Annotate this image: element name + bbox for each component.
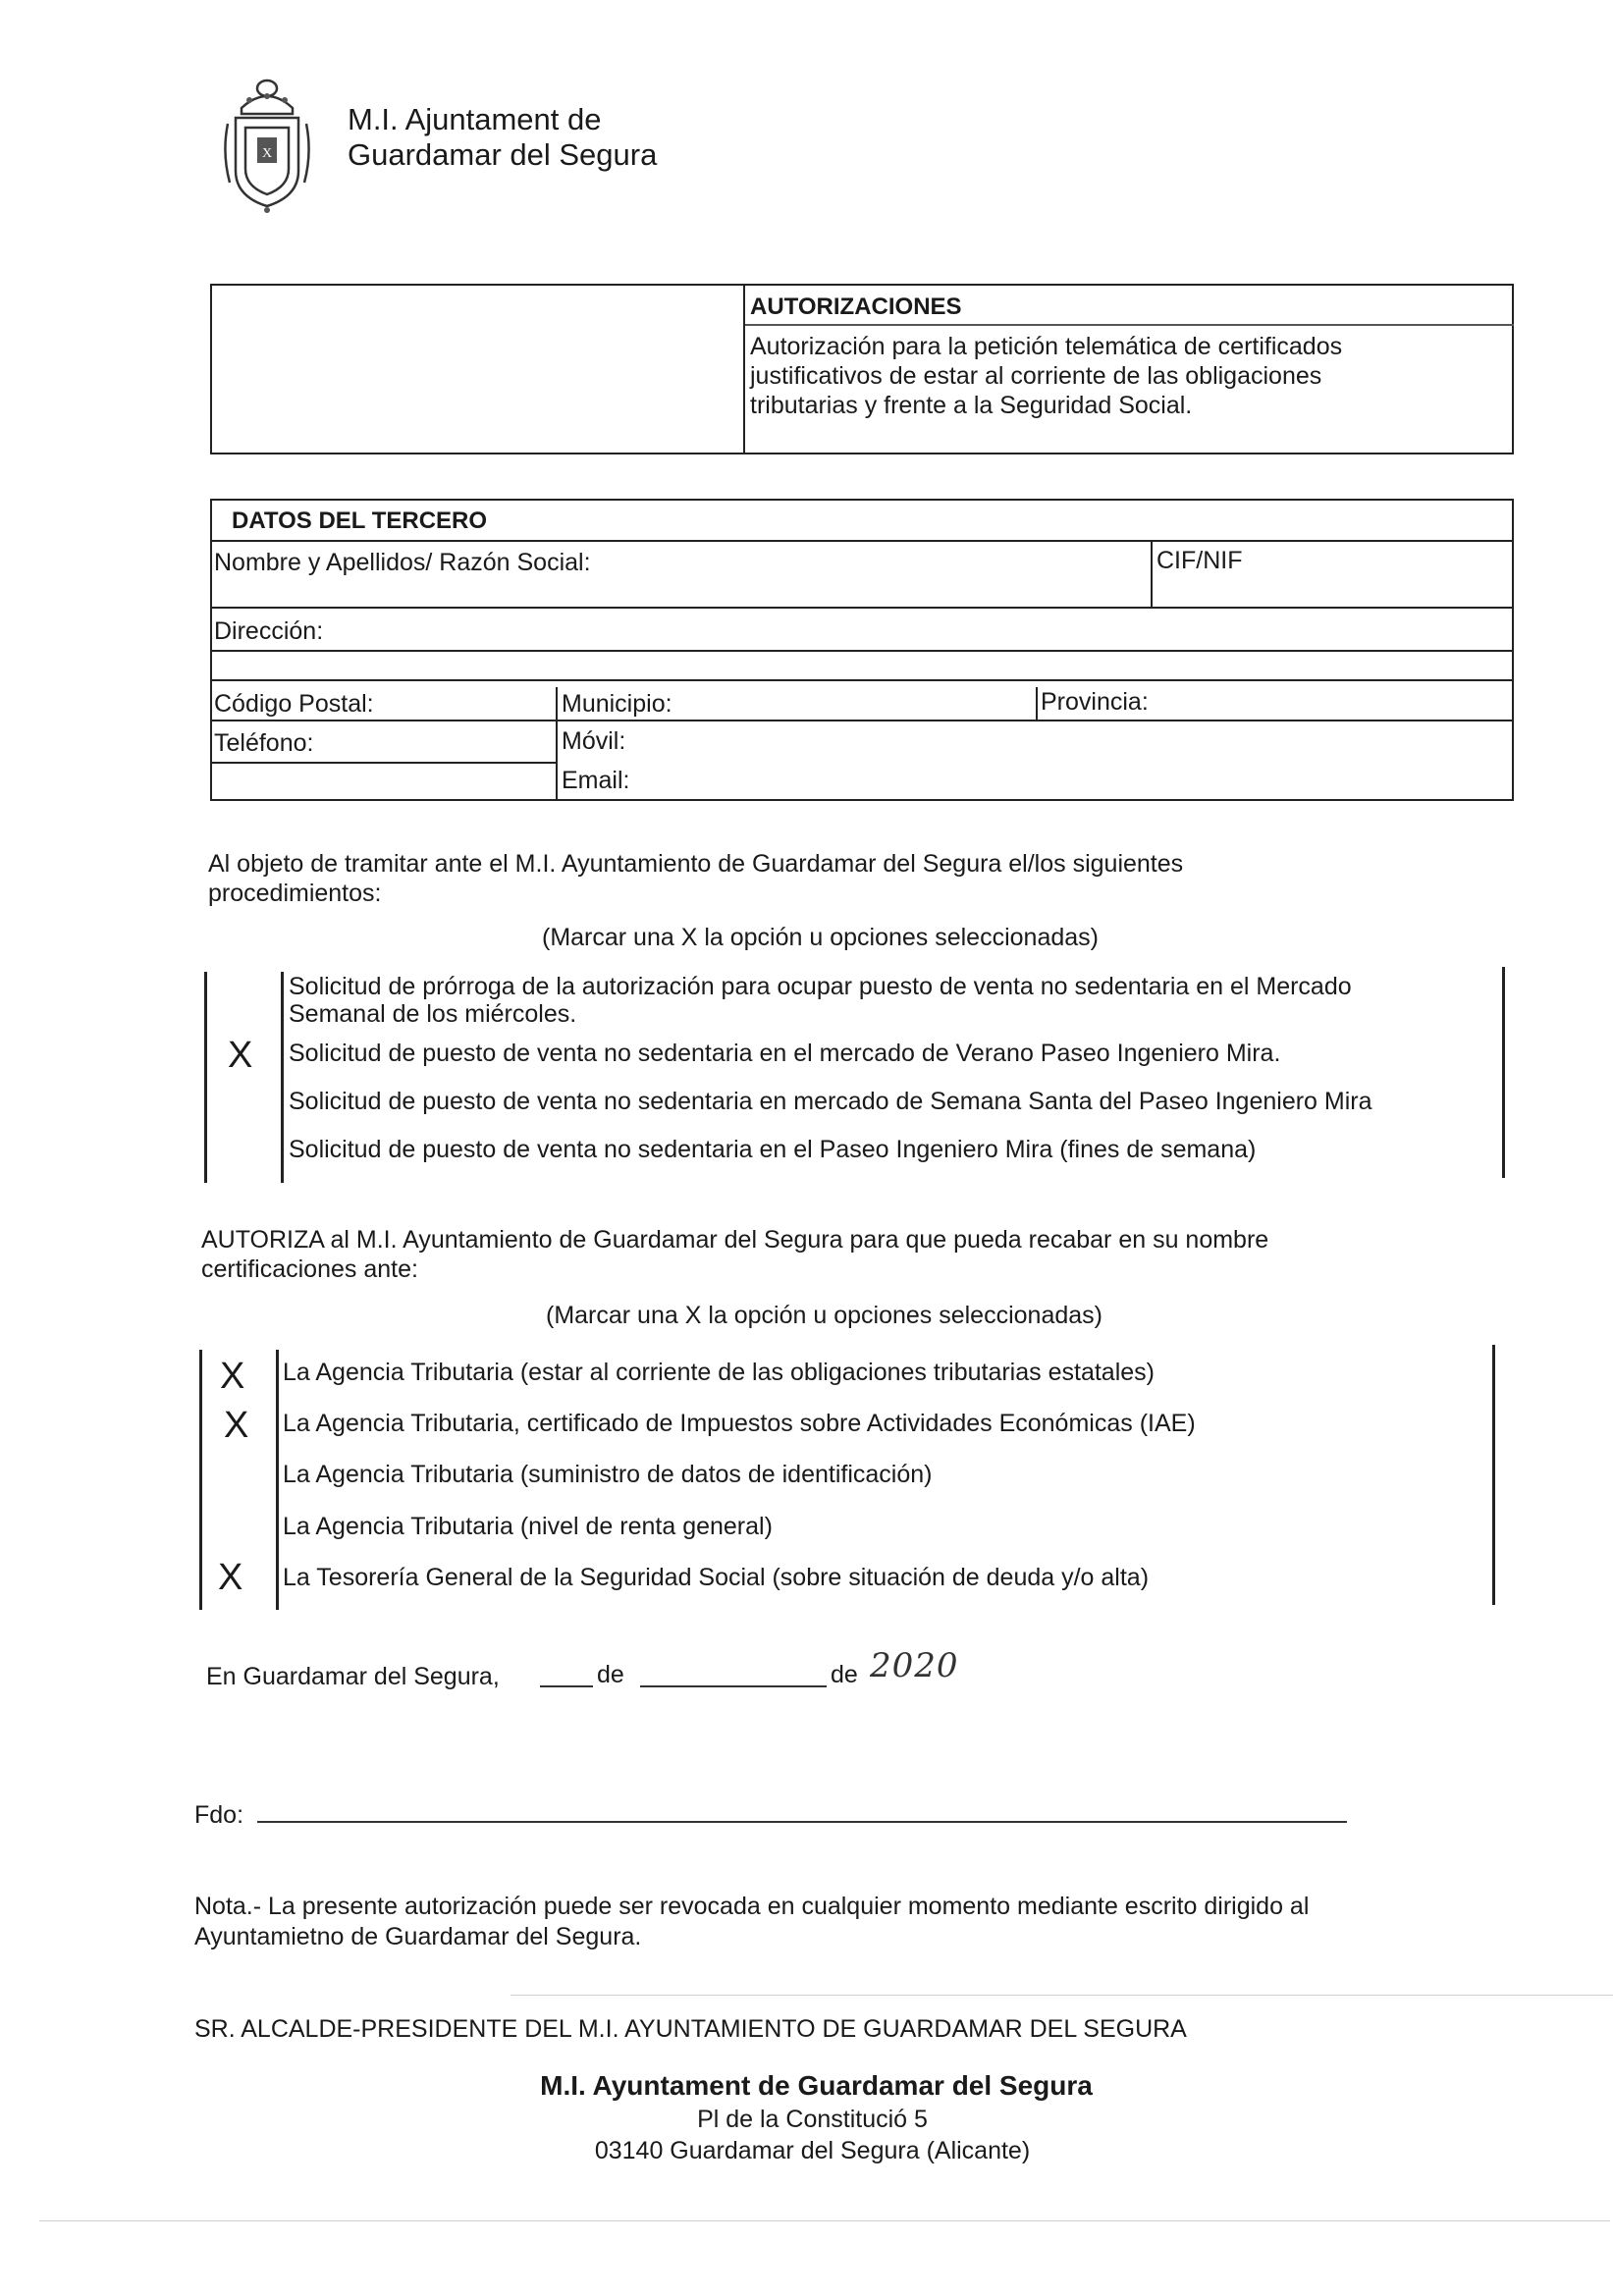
procedure-item-2: Solicitud de puesto de venta no sedentaria en el mercado de Verano Paseo Ingeniero Mira.	[289, 1040, 1281, 1067]
authorization-box-divider	[743, 284, 745, 454]
authorize-1-checkmark[interactable]: X	[220, 1356, 245, 1397]
third-party-title: DATOS DEL TERCERO	[232, 507, 488, 534]
procedure-item-3: Solicitud de puesto de venta no sedentaria en mercado de Semana Santa del Paseo Ingeniero Mira	[289, 1088, 1372, 1115]
cif-label: CIF/NIF	[1156, 547, 1243, 574]
day-blank[interactable]	[540, 1685, 593, 1687]
note-line1: Nota.- La presente autorización puede ser revocada en cualquier momento mediante escrito dirigido al	[194, 1893, 1310, 1920]
note-line2: Ayuntamietno de Guardamar del Segura.	[194, 1923, 642, 1950]
procedures-mid-bracket	[281, 972, 284, 1183]
date-de-1: de	[597, 1661, 624, 1688]
procedure-item-4: Solicitud de puesto de venta no sedentaria en el Paseo Ingeniero Mira (fines de semana)	[289, 1136, 1257, 1163]
authorization-desc-line3: tributarias y frente a la Seguridad Social.	[750, 392, 1193, 419]
procedures-right-bracket	[1502, 967, 1505, 1178]
procedures-left-bracket	[204, 972, 207, 1183]
procedure-item-1-line2: Semanal de los miércoles.	[289, 1000, 577, 1028]
footer-street: Pl de la Constitució 5	[697, 2106, 928, 2133]
postal-code-label: Código Postal:	[214, 690, 374, 718]
signature-label: Fdo:	[194, 1801, 244, 1829]
authorize-item-1: La Agencia Tributaria (estar al corriente de las obligaciones tributarias estatales)	[283, 1359, 1155, 1386]
mobile-label: Móvil:	[562, 727, 626, 755]
year-handwritten: 2020	[870, 1646, 959, 1685]
procedures-intro-line1: Al objeto de tramitar ante el M.I. Ayuntamiento de Guardamar del Segura el/los siguientes	[208, 850, 1184, 878]
authorization-title: AUTORIZACIONES	[750, 294, 962, 320]
authorization-desc-line1: Autorización para la petición telemática de certificados	[750, 333, 1343, 360]
name-label: Nombre y Apellidos/ Razón Social:	[214, 549, 591, 576]
procedure-2-checkmark[interactable]: X	[228, 1035, 253, 1076]
org-name-line2: Guardamar del Segura	[348, 137, 658, 172]
authorizes-intro-line1: AUTORIZA al M.I. Ayuntamiento de Guardamar del Segura para que pueda recabar en su nombre	[201, 1226, 1269, 1254]
authorizes-right-bracket	[1492, 1345, 1495, 1605]
addressee: SR. ALCALDE-PRESIDENTE DEL M.I. AYUNTAMIENTO DE GUARDAMAR DEL SEGURA	[194, 2015, 1187, 2043]
email-label: Email:	[562, 767, 630, 794]
authorizes-left-bracket	[199, 1350, 202, 1610]
procedures-intro-line2: procedimientos:	[208, 880, 382, 907]
coat-of-arms-logo	[220, 75, 314, 214]
phone-label: Teléfono:	[214, 729, 314, 757]
authorization-title-rule	[745, 324, 1514, 326]
footer-org: M.I. Ayuntament de Guardamar del Segura	[540, 2070, 1093, 2101]
procedures-instruction: (Marcar una X la opción u opciones seleccionadas)	[542, 924, 1099, 951]
org-name-line1: M.I. Ajuntament de	[348, 102, 602, 136]
authorization-desc-line2: justificativos de estar al corriente de las obligaciones	[750, 362, 1322, 390]
authorize-item-2: La Agencia Tributaria, certificado de Impuestos sobre Actividades Económicas (IAE)	[283, 1410, 1196, 1437]
scan-artifact-line	[511, 1995, 1613, 1996]
footer-city: 03140 Guardamar del Segura (Alicante)	[594, 2137, 1031, 2164]
authorizes-intro-line2: certificaciones ante:	[201, 1255, 418, 1283]
footer-scan-line	[39, 2220, 1610, 2221]
authorizes-instruction: (Marcar una X la opción u opciones seleccionadas)	[546, 1302, 1102, 1329]
authorize-item-3: La Agencia Tributaria (suministro de datos de identificación)	[283, 1461, 933, 1488]
authorize-item-4: La Agencia Tributaria (nivel de renta general)	[283, 1513, 773, 1540]
address-label: Dirección:	[214, 617, 324, 645]
province-label: Provincia:	[1041, 688, 1149, 716]
authorize-2-checkmark[interactable]: X	[224, 1405, 249, 1446]
month-blank[interactable]	[640, 1685, 827, 1687]
signature-line[interactable]	[257, 1821, 1347, 1823]
municipality-label: Municipio:	[562, 690, 672, 718]
place-text: En Guardamar del Segura,	[206, 1663, 500, 1690]
authorize-item-5: La Tesorería General de la Seguridad Social (sobre situación de deuda y/o alta)	[283, 1564, 1150, 1591]
authorizes-mid-bracket	[276, 1350, 279, 1610]
procedure-item-1-line1: Solicitud de prórroga de la autorización para ocupar puesto de venta no sedentaria en el Mercado	[289, 973, 1352, 1000]
authorize-5-checkmark[interactable]: X	[218, 1557, 243, 1598]
date-de-2: de	[831, 1661, 858, 1688]
svg-text:X: X	[261, 146, 273, 161]
